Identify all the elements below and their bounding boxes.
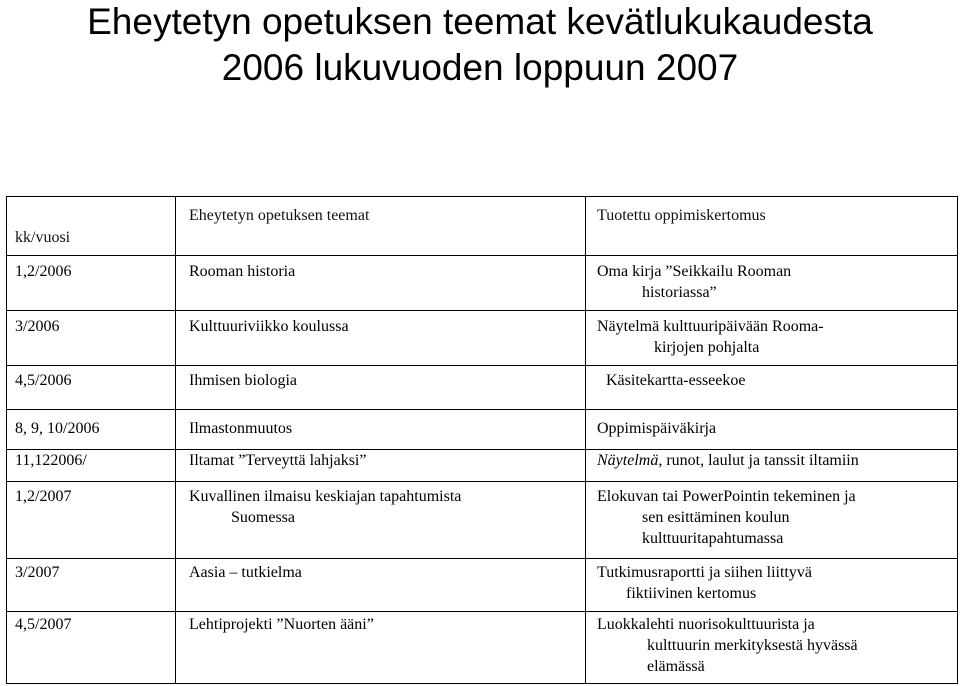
row-date: 4,5/2006 bbox=[15, 372, 72, 389]
row-product: Luokkalehti nuorisokulttuurista ja bbox=[597, 616, 815, 633]
row-product-cont: elämässä bbox=[647, 658, 705, 675]
row-product-cont: historiassa” bbox=[642, 284, 717, 301]
header-product: Tuotettu oppimiskertomus bbox=[597, 207, 766, 224]
row-date: 3/2006 bbox=[15, 318, 60, 335]
row-product-rest: , runot, laulut ja tanssit iltamiin bbox=[658, 452, 859, 469]
header-date: kk/vuosi bbox=[15, 229, 71, 246]
row-product-cont: sen esittäminen koulun bbox=[642, 509, 790, 526]
header-theme: Eheytetyn opetuksen teemat bbox=[189, 207, 370, 224]
row-date: 1,2/2006 bbox=[15, 263, 72, 280]
row-product-italic: Näytelmä bbox=[597, 452, 659, 469]
row-date: 1,2/2007 bbox=[15, 488, 72, 505]
row-product-cont: kulttuurin merkityksestä hyvässä bbox=[647, 637, 858, 654]
row-theme: Kuvallinen ilmaisu keskiajan tapahtumista bbox=[189, 488, 462, 505]
row-theme: Iltamat ”Terveyttä lahjaksi” bbox=[189, 452, 367, 469]
row-date: 4,5/2007 bbox=[15, 616, 72, 633]
row-product: Oma kirja ”Seikkailu Rooman bbox=[597, 263, 792, 280]
table-row bbox=[7, 311, 957, 366]
row-date: 8, 9, 10/2006 bbox=[15, 420, 100, 437]
table-row bbox=[7, 559, 957, 612]
row-product bbox=[597, 450, 859, 472]
row-theme: Rooman historia bbox=[189, 263, 296, 280]
row-product-cont: kulttuuritapahtumassa bbox=[642, 530, 784, 547]
table-row bbox=[7, 256, 957, 311]
slide-title-line-1: Eheytetyn opetuksen teemat kevätlukukaudesta bbox=[87, 1, 873, 42]
row-theme: Ilmastonmuutos bbox=[189, 420, 293, 437]
row-product: Tutkimusraportti ja siihen liittyvä bbox=[597, 564, 812, 581]
row-product: Oppimispäiväkirja bbox=[597, 420, 717, 437]
row-theme: Kulttuuriviikko koulussa bbox=[189, 318, 349, 335]
table-row bbox=[7, 450, 957, 482]
themes-table bbox=[6, 196, 958, 684]
slide-title-line-2: 2006 lukuvuoden loppuun 2007 bbox=[221, 47, 739, 88]
table-row bbox=[7, 482, 957, 559]
table-row bbox=[7, 612, 957, 683]
row-product-cont: kirjojen pohjalta bbox=[654, 339, 760, 356]
row-theme-cont: Suomessa bbox=[231, 509, 295, 526]
table-row bbox=[7, 410, 957, 450]
row-product: Näytelmä kulttuuripäivään Rooma- bbox=[597, 318, 824, 335]
row-product-cont: fiktiivinen kertomus bbox=[626, 585, 757, 602]
row-product: Käsitekartta-esseekoe bbox=[606, 372, 746, 389]
row-theme: Ihmisen biologia bbox=[189, 372, 297, 389]
table-row bbox=[7, 366, 957, 410]
row-theme: Lehtiprojekti ”Nuorten ääni” bbox=[189, 616, 374, 633]
row-date: 3/2007 bbox=[15, 564, 60, 581]
row-product: Elokuvan tai PowerPointin tekeminen ja bbox=[597, 488, 856, 505]
table-header-row bbox=[7, 197, 957, 256]
row-theme: Aasia – tutkielma bbox=[189, 564, 302, 581]
row-date: 11,122006/ bbox=[15, 452, 87, 469]
